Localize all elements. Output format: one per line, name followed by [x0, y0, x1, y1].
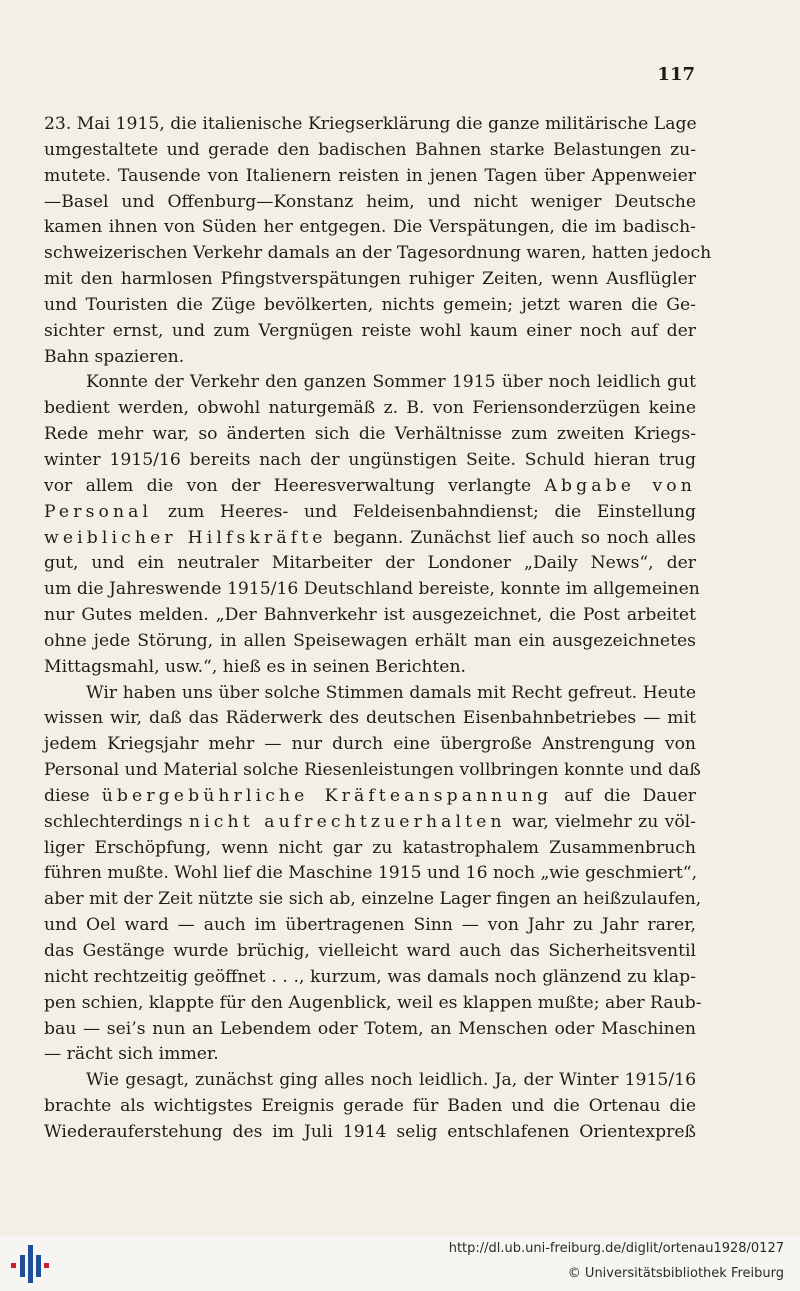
- page-number: 117: [657, 64, 695, 85]
- logo-bar-red-right: [44, 1263, 49, 1268]
- text-run: zum Heeres- und Feldeisenbahndienst; die Einstellung: [167, 501, 696, 522]
- logo-bar-red-left: [11, 1263, 16, 1268]
- text-line: 23. Mai 1915, die italienische Kriegserklärung die ganze militärische Lage: [44, 114, 697, 134]
- spaced-emphasis: Personal: [44, 501, 153, 522]
- text-line: jedem Kriegsjahr mehr — nur durch eine übergroße Anstrengung von: [44, 734, 696, 755]
- spaced-emphasis: nicht aufrechtzuerhalten: [188, 811, 506, 832]
- text-line: nur Gutes melden. „Der Bahnverkehr ist ausgezeichnet, die Post arbeitet: [44, 605, 696, 626]
- text-line: das Gestänge wurde brüchig, vielleicht ward auch das Sicherheitsventil: [44, 941, 696, 961]
- text-line: Wie gesagt, zunächst ging alles noch leidlich. Ja, der Winter 1915/16: [86, 1070, 696, 1091]
- spaced-emphasis: weiblicher Hilfskräfte: [44, 527, 327, 548]
- text-line: mit den harmlosen Pfingstverspätungen ruhiger Zeiten, wenn Ausflügler: [44, 269, 696, 290]
- text-line: führen mußte. Wohl lief die Maschine 1915 und 16 noch „wie geschmiert“,: [44, 863, 698, 884]
- text-line: aber mit der Zeit nützte sie sich ab, einzelne Lager fingen an heißzulaufen,: [44, 889, 702, 910]
- text-line: [44, 784, 696, 810]
- text-line: winter 1915/16 bereits nach der ungünstigen Seite. Schuld hieran trug: [44, 449, 696, 470]
- spaced-emphasis: übergebührliche Kräfteanspannung: [101, 785, 553, 806]
- text-line: [44, 500, 696, 526]
- text-line: brachte als wichtigstes Ereignis gerade für Baden und die Ortenau die: [44, 1096, 696, 1117]
- text-line: Rede mehr war, so änderten sich die Verhältnisse zum zweiten Kriegs-: [44, 424, 696, 445]
- text-line: ohne jede Störung, in allen Speisewagen erhält man ein ausgezeichnetes: [44, 630, 696, 651]
- text-line: wissen wir, daß das Räderwerk des deutschen Eisenbahnbetriebes — mit: [44, 708, 696, 729]
- text-line: liger Erschöpfung, wenn nicht gar zu katastrophalem Zusammenbruch: [44, 837, 696, 858]
- text-line: und Oel ward — auch im übertragenen Sinn — von Jahr zu Jahr rarer,: [44, 915, 696, 936]
- logo-bar-blue-center: [28, 1245, 33, 1283]
- text-line: um die Jahreswende 1915/16 Deutschland bereiste, konnte im allgemeinen: [44, 579, 700, 600]
- text-line: —Basel und Offenburg—Konstanz heim, und nicht weniger Deutsche: [44, 191, 696, 212]
- logo-bar-blue-left: [20, 1255, 25, 1277]
- text-run: begann. Zunächst lief auch so noch alles: [333, 527, 696, 548]
- text-line: bau — sei’s nun an Lebendem oder Totem, an Menschen oder Maschinen: [44, 1018, 696, 1039]
- text-line: pen schien, klappte für den Augenblick, weil es klappen mußte; aber Raub-: [44, 992, 702, 1013]
- text-line: mutete. Tausende von Italienern reisten in jenen Tagen über Appenweier: [44, 165, 696, 186]
- text-run: vor allem die von der Heeresverwaltung verlangte: [44, 475, 532, 496]
- text-line: umgestaltete und gerade den badischen Bahnen starke Belastungen zu-: [44, 139, 696, 160]
- text-line: Personal und Material solche Riesenleistungen vollbringen konnte und daß: [44, 760, 701, 781]
- text-line: [44, 474, 696, 500]
- text-run: war, vielmehr zu völ-: [512, 811, 696, 832]
- logo-bar-blue-right: [36, 1255, 41, 1277]
- spaced-emphasis: Abgabe von: [544, 475, 696, 496]
- text-line: kamen ihnen von Süden her entgegen. Die Verspätungen, die im badisch-: [44, 217, 696, 238]
- text-run: auf die Dauer: [564, 785, 697, 806]
- text-line: — rächt sich immer.: [44, 1044, 219, 1065]
- text-line: Wir haben uns über solche Stimmen damals mit Recht gefreut. Heute: [86, 682, 696, 703]
- text-run: diese: [44, 785, 90, 806]
- text-line: gut, und ein neutraler Mitarbeiter der Londoner „Daily News“, der: [44, 553, 696, 574]
- text-line: [44, 810, 696, 836]
- text-line: Mittagsmahl, usw.“, hieß es in seinen Berichten.: [44, 656, 467, 677]
- body-text: [44, 112, 712, 1146]
- university-library-logo-icon: [8, 1243, 52, 1285]
- text-line: Konnte der Verkehr den ganzen Sommer 1915 über noch leidlich gut: [86, 372, 696, 393]
- text-line: schweizerischen Verkehr damals an der Tagesordnung waren, hatten jedoch: [44, 243, 712, 264]
- text-line: bedient werden, obwohl naturgemäß z. B. von Feriensonderzügen keine: [44, 398, 696, 419]
- text-line: Wiederauferstehung des im Juli 1914 selig entschlafenen Orientexpreß: [44, 1121, 696, 1142]
- copyright-notice: © Universitätsbibliothek Freiburg: [567, 1266, 784, 1281]
- text-line: nicht rechtzeitig geöffnet . . ., kurzum, was damals noch glänzend zu klap-: [44, 966, 696, 987]
- viewer-footer: [0, 1236, 800, 1291]
- text-line: [44, 526, 696, 552]
- text-run: schlechterdings: [44, 811, 183, 832]
- text-line: und Touristen die Züge bevölkerten, nichts gemein; jetzt waren die Ge-: [44, 294, 696, 315]
- text-line: Bahn spazieren.: [44, 346, 185, 367]
- source-url-link[interactable]: http://dl.ub.uni-freiburg.de/diglit/ortenau1928/0127: [448, 1241, 784, 1256]
- text-line: sichter ernst, und zum Vergnügen reiste wohl kaum einer noch auf der: [44, 320, 696, 341]
